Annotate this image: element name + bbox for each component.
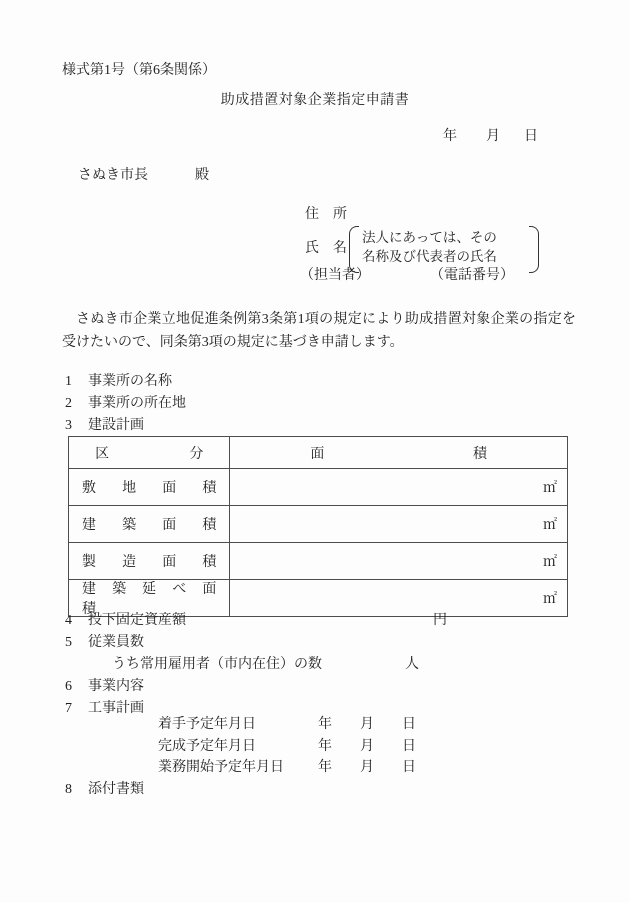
date-month-label: 月: [486, 129, 500, 144]
item-business-name: [0, 373, 630, 393]
header-category-cell: [69, 437, 230, 468]
item-label: 事業所の所在地: [88, 396, 186, 411]
subitem-label: うち常用雇用者（市内在住）の数: [112, 657, 322, 672]
item-attached-documents: [0, 781, 630, 801]
phone-label: （電話番号）: [430, 268, 514, 283]
row-label: 敷 地 面 積: [82, 481, 217, 496]
item-number: 8: [65, 782, 72, 797]
item-label: 従業員数: [88, 635, 144, 650]
item-number: 3: [65, 418, 72, 433]
schedule-label: 業務開始予定年月日: [158, 760, 284, 775]
schedule-label: 完成予定年月日: [158, 739, 256, 754]
item-number: 4: [65, 613, 72, 628]
row-label-cell: [69, 506, 230, 542]
page-title: 助成措置対象企業指定申請書: [220, 93, 410, 108]
row-unit: ㎡: [543, 518, 557, 533]
day-label: 日: [402, 739, 416, 754]
row-label: 建 築 面 積: [82, 518, 217, 533]
item-business-description: [0, 678, 630, 698]
row-value-cell: [230, 580, 567, 616]
applicant-address-label: 住 所: [305, 207, 347, 222]
item-number: 1: [65, 374, 72, 389]
item-label: 事業内容: [88, 679, 144, 694]
item-employee-count: [0, 634, 630, 654]
name-note-line1: 法人にあっては、その: [362, 230, 497, 245]
schedule-row-start-date: [0, 716, 630, 736]
table-header-row: [69, 437, 567, 468]
schedule-row-operation-start-date: [0, 759, 630, 779]
row-unit: ㎡: [543, 481, 557, 496]
header-area-cell: [230, 437, 567, 468]
table-row-site-area: [69, 468, 567, 505]
item-number: 6: [65, 679, 72, 694]
row-label-cell: [69, 580, 230, 616]
item-number: 7: [65, 701, 72, 716]
item-label: 事業所の名称: [88, 374, 172, 389]
year-label: 年: [318, 739, 332, 754]
name-note-open-bracket: [349, 226, 359, 273]
table-row-building-area: [69, 505, 567, 542]
table-row-manufacturing-area: [69, 542, 567, 579]
item-label: 工事計画: [88, 701, 144, 716]
form-number: 様式第1号（第6条関係）: [62, 63, 216, 78]
month-label: 月: [360, 760, 374, 775]
row-value-cell: [230, 543, 567, 579]
row-label-cell: [69, 543, 230, 579]
name-note-close-bracket: [529, 226, 539, 273]
construction-area-table: [68, 436, 568, 617]
row-label: 製 造 面 積: [82, 555, 217, 570]
subitem-regular-employees: [0, 656, 630, 676]
row-label: 建 築 延 べ 面 積: [82, 582, 231, 617]
year-label: 年: [318, 760, 332, 775]
header-category-label: 区 分: [95, 446, 204, 462]
application-statement: さぬき市企業立地促進条例第3条第1項の規定により助成措置対象企業の指定を受けたいので、同条第3項の規定に基づき申請します。: [62, 312, 576, 350]
date-day-label: 日: [524, 129, 538, 144]
addressee-honorific: 殿: [195, 168, 209, 183]
item-number: 2: [65, 396, 72, 411]
schedule-label: 着手予定年月日: [158, 717, 256, 732]
row-unit: ㎡: [543, 592, 557, 607]
day-label: 日: [402, 717, 416, 732]
row-value-cell: [230, 469, 567, 505]
month-label: 月: [360, 717, 374, 732]
row-value-cell: [230, 506, 567, 542]
item-construction-plan: [0, 417, 630, 437]
item-label: 添付書類: [88, 782, 144, 797]
table-row-total-floor-area: [69, 579, 567, 616]
year-label: 年: [318, 717, 332, 732]
header-area-label: 面 積: [310, 446, 487, 462]
person-unit-label: 人: [405, 657, 419, 672]
applicant-name-label: 氏 名: [305, 241, 347, 256]
item-business-location: [0, 395, 630, 415]
item-label: 建設計画: [88, 418, 144, 433]
item-number: 5: [65, 635, 72, 650]
day-label: 日: [402, 760, 416, 775]
name-note-line2: 名称及び代表者の氏名: [362, 249, 497, 264]
row-label-cell: [69, 469, 230, 505]
schedule-row-completion-date: [0, 738, 630, 758]
addressee-name: さぬき市長: [78, 168, 148, 183]
row-unit: ㎡: [543, 555, 557, 570]
yen-unit-label: 円: [433, 613, 447, 628]
month-label: 月: [360, 739, 374, 754]
item-fixed-assets: [0, 612, 630, 632]
item-label: 投下固定資産額: [88, 613, 186, 628]
staff-label: （担当者）: [300, 268, 370, 283]
date-year-label: 年: [443, 129, 457, 144]
